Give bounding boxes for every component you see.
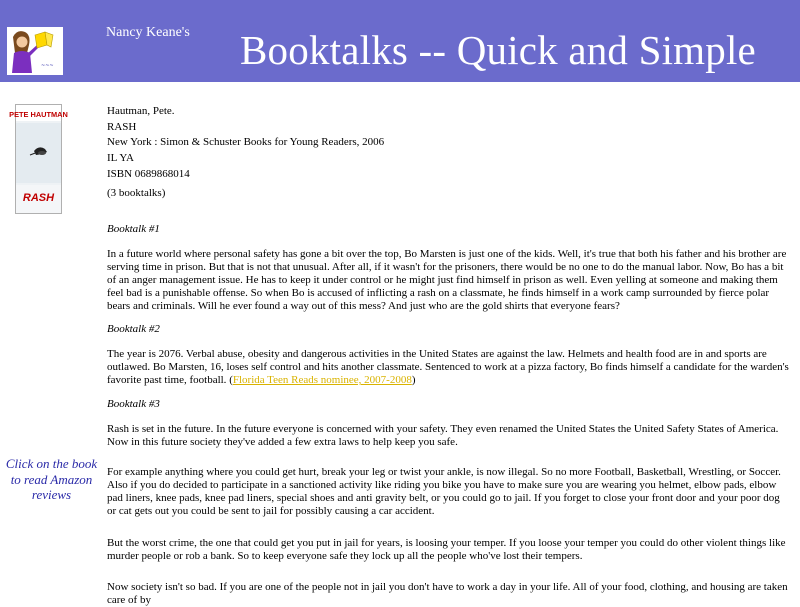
booktalk-3-paragraph-3: But the worst crime, the one that could get you put in jail for years, is loosing your temper. If you loose your temper you could do other violent things like murder people or rob a bank. So to keep everyone safe they lock up all the people who've lost their tempers. bbox=[107, 537, 786, 562]
booktalk-2-text: The year is 2076. Verbal abuse, obesity and dangerous activities in the United States are against the law. Helmets and health food are in and sports are outlawed. Bo Marsten, 16, loses self control and hits another classmate. Sentenced to work at a pizza factory, Bo finds himself a candidate for the warden's favorite past time, football. bbox=[107, 348, 789, 386]
book-publisher: New York : Simon & Schuster Books for Young Readers, 2006 bbox=[107, 136, 385, 149]
award-link[interactable]: Florida Teen Reads nominee, 2007-2008 bbox=[232, 374, 412, 386]
booktalk-3-label: Booktalk #3 bbox=[107, 398, 160, 410]
amazon-reviews-link[interactable]: Click on the book to read Amazon reviews bbox=[5, 456, 98, 502]
booktalk-3-paragraph-1: Rash is set in the future. In the future everyone is concerned with your safety. They even renamed the United States the United Safety States of America. Now in this future society they've added a few extra laws to help keep you safe. bbox=[107, 423, 779, 448]
svg-text:~~~: ~~~ bbox=[41, 63, 54, 69]
booktalk-count: (3 booktalks) bbox=[107, 187, 166, 199]
cover-author-text: PETE HAUTMAN bbox=[9, 110, 68, 119]
booktalk-3-paragraph-2: For example anything where you could get hurt, break your leg or twist your ankle, is now illegal. So no more Football, Basketball, Wrestling, or Soccer. Also if you do decided to participate in a sanctioned activity like riding you bike you have to make sure you are wearing you helmet, elbow pads, elbow pad liners, knee pads, knee pad liners, special shoes and anti gravity belt, or you could go to jail. If you forget to close your front door and your poor dog or cat gets out you could be sent to jail for possibly causing a car accident. bbox=[107, 466, 781, 517]
book-isbn: ISBN 0689868014 bbox=[107, 167, 190, 180]
booktalk-1-label: Booktalk #1 bbox=[107, 223, 160, 235]
author-name: Nancy Keane's bbox=[106, 25, 190, 40]
book-title: RASH bbox=[107, 120, 137, 133]
book-level: IL YA bbox=[107, 152, 134, 165]
site-title: Booktalks -- Quick and Simple bbox=[240, 27, 756, 73]
book-cover-icon[interactable] bbox=[9, 104, 68, 214]
award-close-paren: ) bbox=[411, 374, 416, 386]
cover-title-text: RASH bbox=[22, 192, 55, 204]
booktalk-1-paragraph: In a future world where personal safety has gone a bit over the top, Bo Marsten is just one of the kids. Well, it's true that both his father and his brother are serving time in prison. But that is not that unusual. After all, if it wasn't for the prisoners, there would be no one to do the manual labor. Now, Bo has a bit of an anger management issue. He has to keep it under control or he might just find himself in prison as well. Even yelling at someone and making them feel bad is a punishable offense. So when Bo is accused of inflicting a rash on a classmate, he finds himself in a work camp surrounded by fierce polar bears and criminals. Will he ever found a way out of this mess? And just who are the gold shirts that everyone fears? bbox=[107, 248, 787, 312]
header-banner bbox=[0, 0, 800, 82]
award-open-paren: ( bbox=[226, 374, 233, 386]
book-metadata bbox=[107, 104, 790, 182]
booktalk-3-paragraph-4: Now society isn't so bad. If you are one of the people not in jail you don't have to work a day in your life. All of your food, clothing, and housing are taken care of by bbox=[107, 581, 788, 606]
booktalk-2-paragraph bbox=[107, 348, 790, 387]
booktalk-2-label: Booktalk #2 bbox=[107, 323, 160, 335]
book-author: Hautman, Pete. bbox=[107, 105, 175, 117]
girl-holding-book-icon[interactable] bbox=[7, 27, 63, 75]
